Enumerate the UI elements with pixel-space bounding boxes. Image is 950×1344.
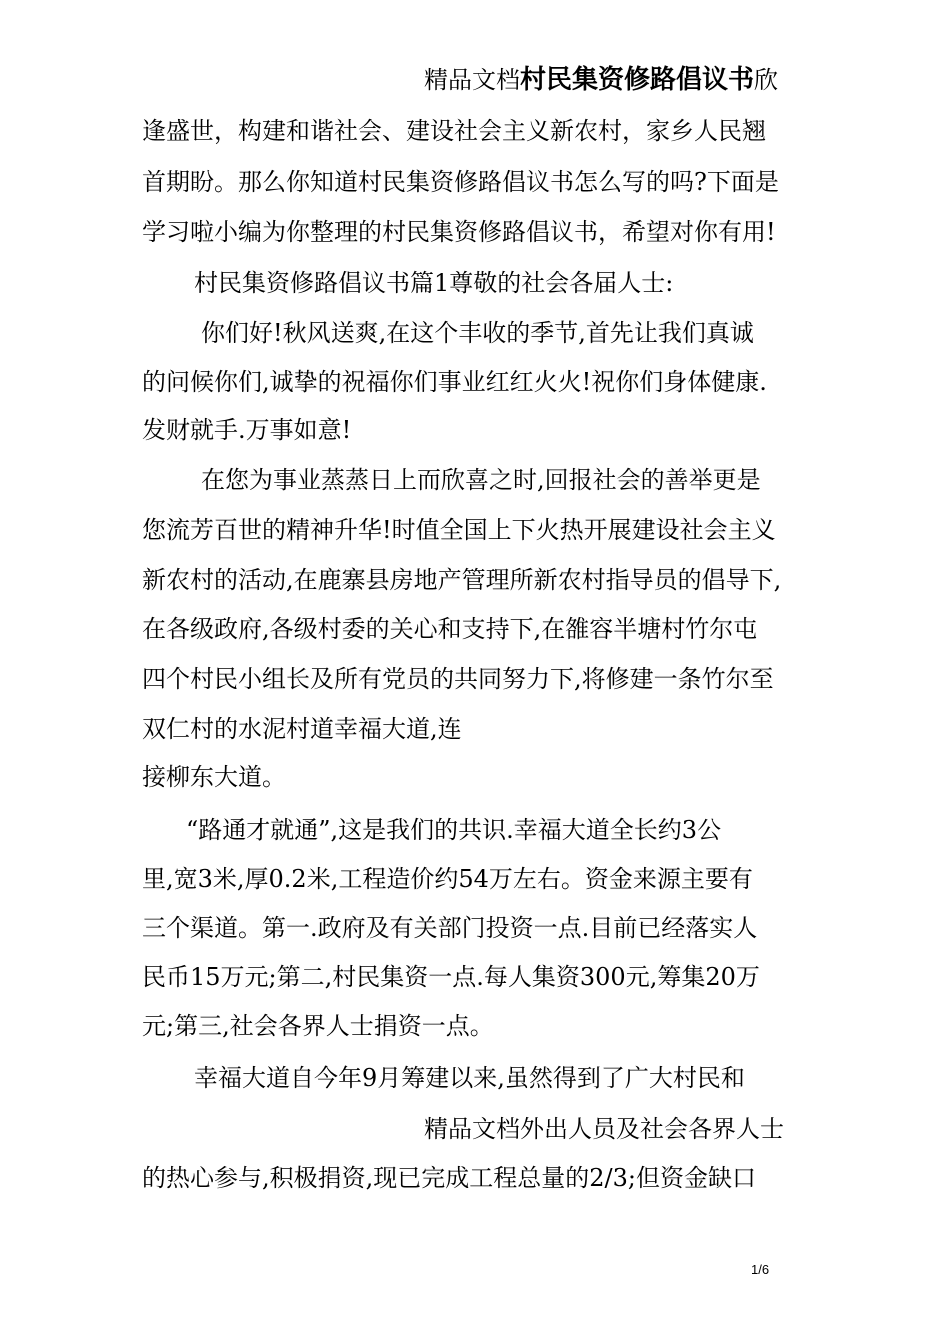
body-line: 发财就手.万事如意! [142,416,352,444]
body-line: 在各级政府,各级村委的关心和支持下,在雒容半塘村竹尔屯 [142,615,758,643]
body-line: 逢盛世，构建和谐社会、建设社会主义新农村，家乡人民翘 [142,117,766,145]
header-trail-text: 欣 [754,66,779,94]
body-line: 您流芳百世的精神升华!时值全国上下火热开展建设社会主义 [142,516,776,544]
body-line: 双仁村的水泥村道幸福大道,连 [142,715,462,743]
body-line: 民币15万元;第二,村民集资一点.每人集资300元,筹集20万 [142,963,760,991]
body-line: 新农村的活动,在鹿寨县房地产管理所新农村指导员的倡导下, [142,566,782,594]
body-line: 精品文档外出人员及社会各界人士 [424,1115,784,1143]
body-line: 的热心参与,积极捐资,现已完成工程总量的2/3;但资金缺口 [142,1164,756,1192]
document-header [424,64,778,96]
body-line: 首期盼。那么你知道村民集资修路倡议书怎么写的吗?下面是 [142,168,779,196]
body-line: 四个村民小组长及所有党员的共同努力下,将修建一条竹尔至 [142,665,774,693]
body-line: 接柳东大道。 [142,763,286,791]
body-line: 你们好!秋风送爽,在这个丰收的季节,首先让我们真诚 [201,319,754,347]
body-line: 三个渠道。第一.政府及有关部门投资一点.目前已经落实人 [142,914,758,942]
page-number: 1/6 [751,1262,770,1277]
body-line: 幸福大道自今年9月筹建以来,虽然得到了广大村民和 [194,1064,745,1092]
body-line: 的问候你们,诚挚的祝福你们事业红红火火!祝你们身体健康. [142,368,767,396]
body-line: 里,宽3米,厚0.2米,工程造价约54万左右。资金来源主要有 [142,865,753,893]
body-line: “路通才就通”,这是我们的共识.幸福大道全长约3公 [186,816,722,844]
body-line: 在您为事业蒸蒸日上而欣喜之时,回报社会的善举更是 [201,466,761,494]
body-line: 元;第三,社会各界人士捐资一点。 [142,1012,494,1040]
body-line: 村民集资修路倡议书篇1尊敬的社会各届人士: [194,269,674,297]
document-title: 村民集资修路倡议书 [520,65,755,95]
header-watermark: 精品文档 [424,66,520,94]
body-line: 学习啦小编为你整理的村民集资修路倡议书，希望对你有用! [142,218,776,246]
